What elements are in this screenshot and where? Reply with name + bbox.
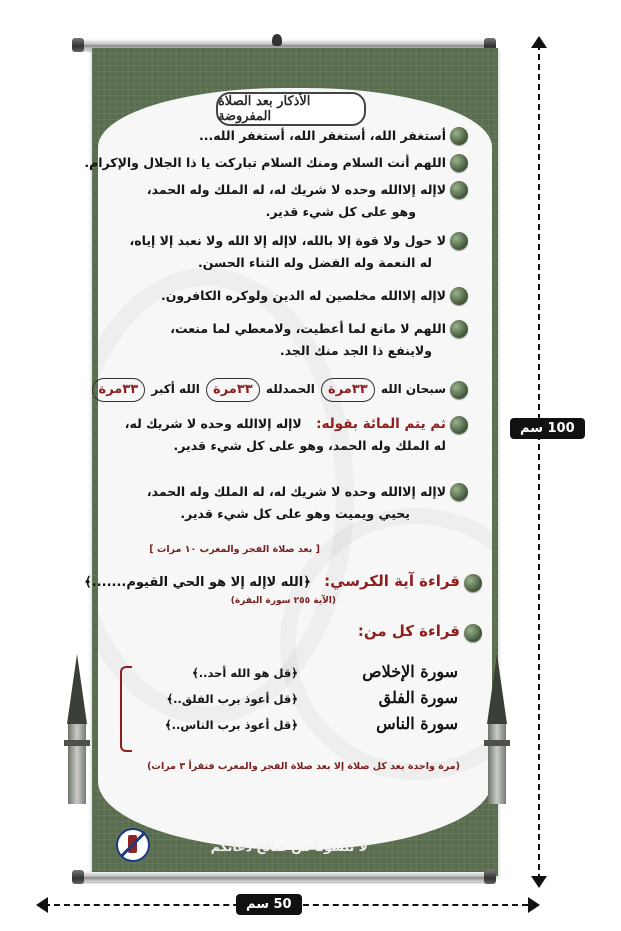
surah-text: ﴿قل هو الله أحد..﴾ xyxy=(191,666,298,680)
dhikr-item-5 xyxy=(161,285,446,307)
top-rod-left-cap xyxy=(72,38,84,52)
bullet-icon xyxy=(450,181,468,199)
dhikr-line: وهو على كل شيء قدير. xyxy=(265,204,416,219)
tasbih-subhan-count: ٣٣مرة xyxy=(321,378,375,402)
bullet-icon xyxy=(450,381,468,399)
kursi-label: قراءة آية الكرسي: xyxy=(324,572,460,590)
surah-name: سورة الإخلاص xyxy=(362,662,458,681)
fajr-maghrib-dhikr xyxy=(147,481,446,525)
footer-text: لا تنسونا من صالح دعائكم xyxy=(210,839,368,854)
banner xyxy=(84,48,498,876)
bullet-icon xyxy=(450,287,468,305)
bullet-icon xyxy=(450,154,468,172)
surah-text: ﴿قل أعوذ برب الفلق..﴾ xyxy=(166,692,298,706)
dhikr-line: أستغفر الله، أستغفر الله، أستغفر الله... xyxy=(198,128,446,143)
dhikr-line: ولاينفع ذا الجد منك الجد. xyxy=(279,343,432,358)
bullet-icon xyxy=(464,574,482,592)
bullet-icon xyxy=(450,416,468,434)
kursi-note: (الآية ٢٥٥ سورة البقرة) xyxy=(230,596,336,606)
dhikr-item-4 xyxy=(130,230,446,274)
arrow-right-icon xyxy=(528,897,540,913)
surah-name: سورة الناس xyxy=(376,714,458,733)
tasbih-row xyxy=(90,378,446,402)
complete-hundred-line: لاإله إلاالله وحده لا شريك له، xyxy=(124,416,302,431)
bullet-icon xyxy=(450,232,468,250)
surah-bracket xyxy=(120,666,132,752)
arrow-down-icon xyxy=(531,876,547,888)
surah-text: ﴿قل أعوذ برب الناس..﴾ xyxy=(164,718,298,732)
bullet-icon xyxy=(450,127,468,145)
complete-hundred xyxy=(125,413,446,457)
kursi-row xyxy=(84,568,460,596)
arrow-left-icon xyxy=(36,897,48,913)
fajr-maghrib-note: [ بعد صلاة الفجر والمغرب ١٠ مرات ] xyxy=(149,544,320,555)
height-label: 100 سم xyxy=(510,418,585,439)
complete-hundred-line: له الملك وله الحمد، وهو على كل شيء قدير. xyxy=(173,438,446,453)
dhikr-item-6 xyxy=(170,318,446,362)
dhikr-item-2 xyxy=(84,152,446,174)
height-dimension-line xyxy=(538,44,540,880)
left-minaret-icon xyxy=(62,654,92,804)
tasbih-hamd: الحمدلله xyxy=(265,382,315,396)
bottom-rod-right-cap xyxy=(484,870,496,884)
dhikr-line: يحيي ويميت وهو على كل شيء قدير. xyxy=(180,506,410,521)
dhikr-line: اللهم أنت السلام ومنك السلام تباركت يا ذا الجلال والإكرام. xyxy=(84,155,446,170)
dhikr-line: له النعمة وله الفضل وله الثناء الحسن. xyxy=(198,255,432,270)
surahs-note: (مرة واحدة بعد كل صلاة إلا بعد صلاة الفجر والمغرب فتقرأ ٣ مرات) xyxy=(147,761,460,772)
surahs-label xyxy=(358,618,460,644)
dhikr-item-1 xyxy=(199,125,446,147)
tasbih-akbar: الله أكبر xyxy=(151,382,200,396)
bullet-icon xyxy=(450,320,468,338)
tasbih-akbar-count: ٣٣مرة xyxy=(92,378,146,402)
tasbih-subhan: سبحان الله xyxy=(380,382,446,396)
dhikr-line: لاإله إلاالله وحده لا شريك له، له الملك وله الحمد، xyxy=(146,484,446,499)
kursi-text: ﴿الله لاإله إلا هو الحي القيوم.......﴾ xyxy=(84,575,311,590)
dhikr-line: لاإله إلاالله مخلصين له الدين ولوكره الكافرون. xyxy=(161,288,446,303)
adhkar-list xyxy=(84,48,498,876)
dhikr-line: اللهم لا مانع لما أعطيت، ولامعطي لما منعت، xyxy=(170,321,446,336)
arrow-up-icon xyxy=(531,36,547,48)
dhikr-line: لاإله إلاالله وحده لا شريك له، له الملك وله الحمد، xyxy=(146,182,446,197)
complete-hundred-lead: ثم يتم المائة بقوله: xyxy=(316,416,446,432)
bullet-icon xyxy=(450,483,468,501)
surah-name: سورة الفلق xyxy=(378,688,458,707)
dhikr-item-3 xyxy=(147,179,446,223)
width-label: 50 سم xyxy=(236,894,302,915)
bottom-rod xyxy=(78,872,490,882)
bottom-rod-left-cap xyxy=(72,870,84,884)
bullet-icon xyxy=(464,624,482,642)
dhikr-line: لا حول ولا قوة إلا بالله، لاإله إلا الله ولا نعبد إلا إياه، xyxy=(129,233,446,248)
surahs-label-text: قراءة كل من: xyxy=(357,622,460,640)
banner-title: الأذكار بعد الصلاة المفروضة xyxy=(216,92,366,126)
hanging-hook xyxy=(272,34,282,46)
tasbih-hamd-count: ٣٣مرة xyxy=(206,378,260,402)
